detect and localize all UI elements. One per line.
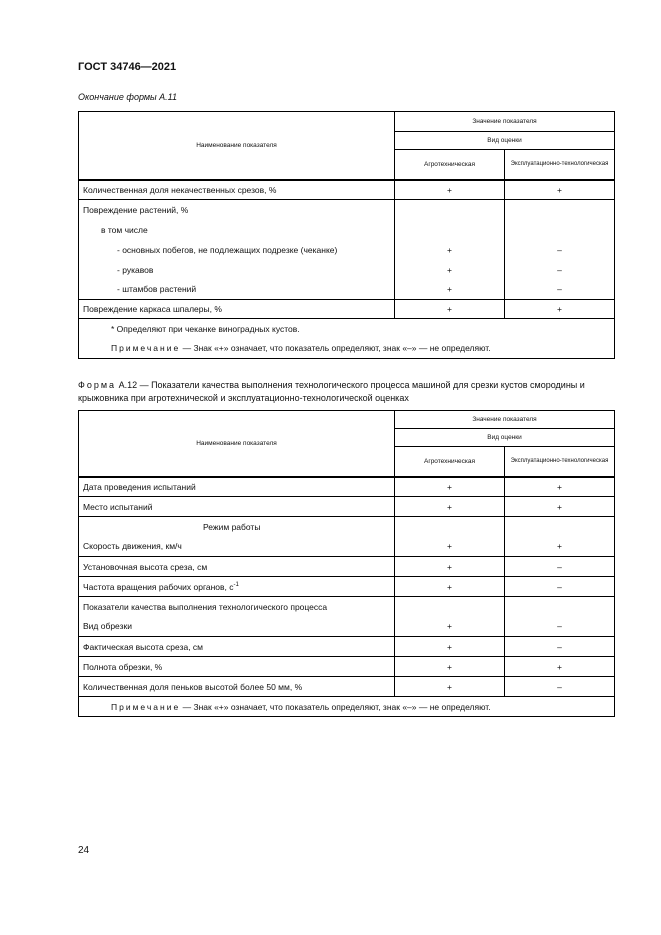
row-label: Место испытаний [79,497,395,517]
table2-header-agro: Агротехническая [395,447,505,477]
row-agro: + [395,577,505,597]
row-agro: + [395,657,505,677]
page-number: 24 [78,845,90,856]
row-agro: + [395,497,505,517]
row-expl: + [505,180,615,200]
row-label: Количественная доля пеньков высотой более 50 мм, % [79,677,395,697]
table-row [79,477,615,497]
row-expl [505,597,615,617]
table2-caption-text: А.12 — Показатели качества выполнения технологического процесса машиной для срезки кустов смородины и крыжовника при агротехнической и эксплуатационно-технологической оценках [78,380,585,403]
row-expl [505,200,615,220]
table-row [79,637,615,657]
row-expl: + [505,477,615,497]
row-label: в том числе [79,220,395,240]
row-agro: + [395,280,505,300]
table1-header-eval-type: Вид оценки [395,132,615,150]
table2-caption-label: Форма [78,380,117,390]
table1-header-expl: Эксплуатационно-технологическая [505,150,615,180]
row-agro: + [395,637,505,657]
row-agro [395,200,505,220]
row-agro: + [395,617,505,637]
table-row [79,617,615,637]
row-agro: + [395,300,505,319]
row-expl: – [505,280,615,300]
note-label: Примечание [111,343,181,354]
row-label: - рукавов [79,260,395,280]
note-label: Примечание [111,701,181,712]
document-header: ГОСТ 34746—2021 [78,61,177,73]
table-row [79,497,615,517]
note-text: — Знак «+» означает, что показатель определяют, знак «–» — не определяют. [182,343,491,354]
table-row [79,220,615,240]
row-expl: + [505,657,615,677]
table2-header-expl: Эксплуатационно-технологическая [505,447,615,477]
row-agro: + [395,477,505,497]
table1-header-name: Наименование показателя [79,112,395,180]
table-row [79,657,615,677]
table2-note [79,697,615,717]
row-label: Полнота обрезки, % [79,657,395,677]
table2-header-value: Значение показателя [395,411,615,429]
row-expl: + [505,300,615,319]
row-label: Установочная высота среза, см [79,557,395,577]
row-agro: + [395,677,505,697]
row-expl: – [505,637,615,657]
row-label: Количественная доля некачественных срезов, % [79,180,395,200]
row-expl: + [505,497,615,517]
row-label: Показатели качества выполнения технологического процесса [79,597,395,617]
row-expl [505,517,615,537]
table1-header-agro: Агротехническая [395,150,505,180]
row-label: Вид обрезки [79,617,395,637]
row-label: Скорость движения, км/ч [79,537,395,557]
row-agro [395,517,505,537]
row-label-sup: -1 [233,581,239,588]
note-text: — Знак «+» означает, что показатель определяют, знак «–» — не определяют. [182,701,491,712]
row-agro: + [395,240,505,260]
table-row [79,597,615,617]
table-row [79,280,615,300]
table-row [79,300,615,319]
table2-header-eval-type: Вид оценки [395,429,615,447]
table-row [79,677,615,697]
table-row [79,240,615,260]
row-label: - штамбов растений [79,280,395,300]
row-expl: – [505,240,615,260]
row-expl: – [505,617,615,637]
table-row [79,517,615,537]
table-row [79,577,615,597]
table1-footnote: * Определяют при чеканке виноградных кустов. [79,319,615,339]
row-expl: + [505,537,615,557]
row-label: Повреждение каркаса шпалеры, % [79,300,395,319]
table1-caption: Окончание формы А.11 [78,92,178,102]
table-row [79,180,615,200]
row-agro [395,220,505,240]
row-agro: + [395,537,505,557]
table1-header-value: Значение показателя [395,112,615,132]
row-label: Повреждение растений, % [79,200,395,220]
table2 [78,410,615,717]
table2-caption [78,379,614,405]
table-row [79,200,615,220]
row-label: Режим работы [79,517,395,537]
row-label: - основных побегов, не подлежащих подрезке (чеканке) [79,240,395,260]
table1-note [79,339,615,359]
row-expl: – [505,557,615,577]
table-row [79,557,615,577]
table-row [79,260,615,280]
row-expl [505,220,615,240]
row-expl: – [505,677,615,697]
table2-header-name: Наименование показателя [79,411,395,477]
row-label [79,577,395,597]
row-agro [395,597,505,617]
row-expl: – [505,260,615,280]
table1 [78,111,615,359]
row-agro: + [395,557,505,577]
row-label: Дата проведения испытаний [79,477,395,497]
table-row [79,537,615,557]
row-expl: – [505,577,615,597]
row-label-text: Частота вращения рабочих органов, с [83,581,234,592]
row-agro: + [395,180,505,200]
row-label: Фактическая высота среза, см [79,637,395,657]
row-agro: + [395,260,505,280]
